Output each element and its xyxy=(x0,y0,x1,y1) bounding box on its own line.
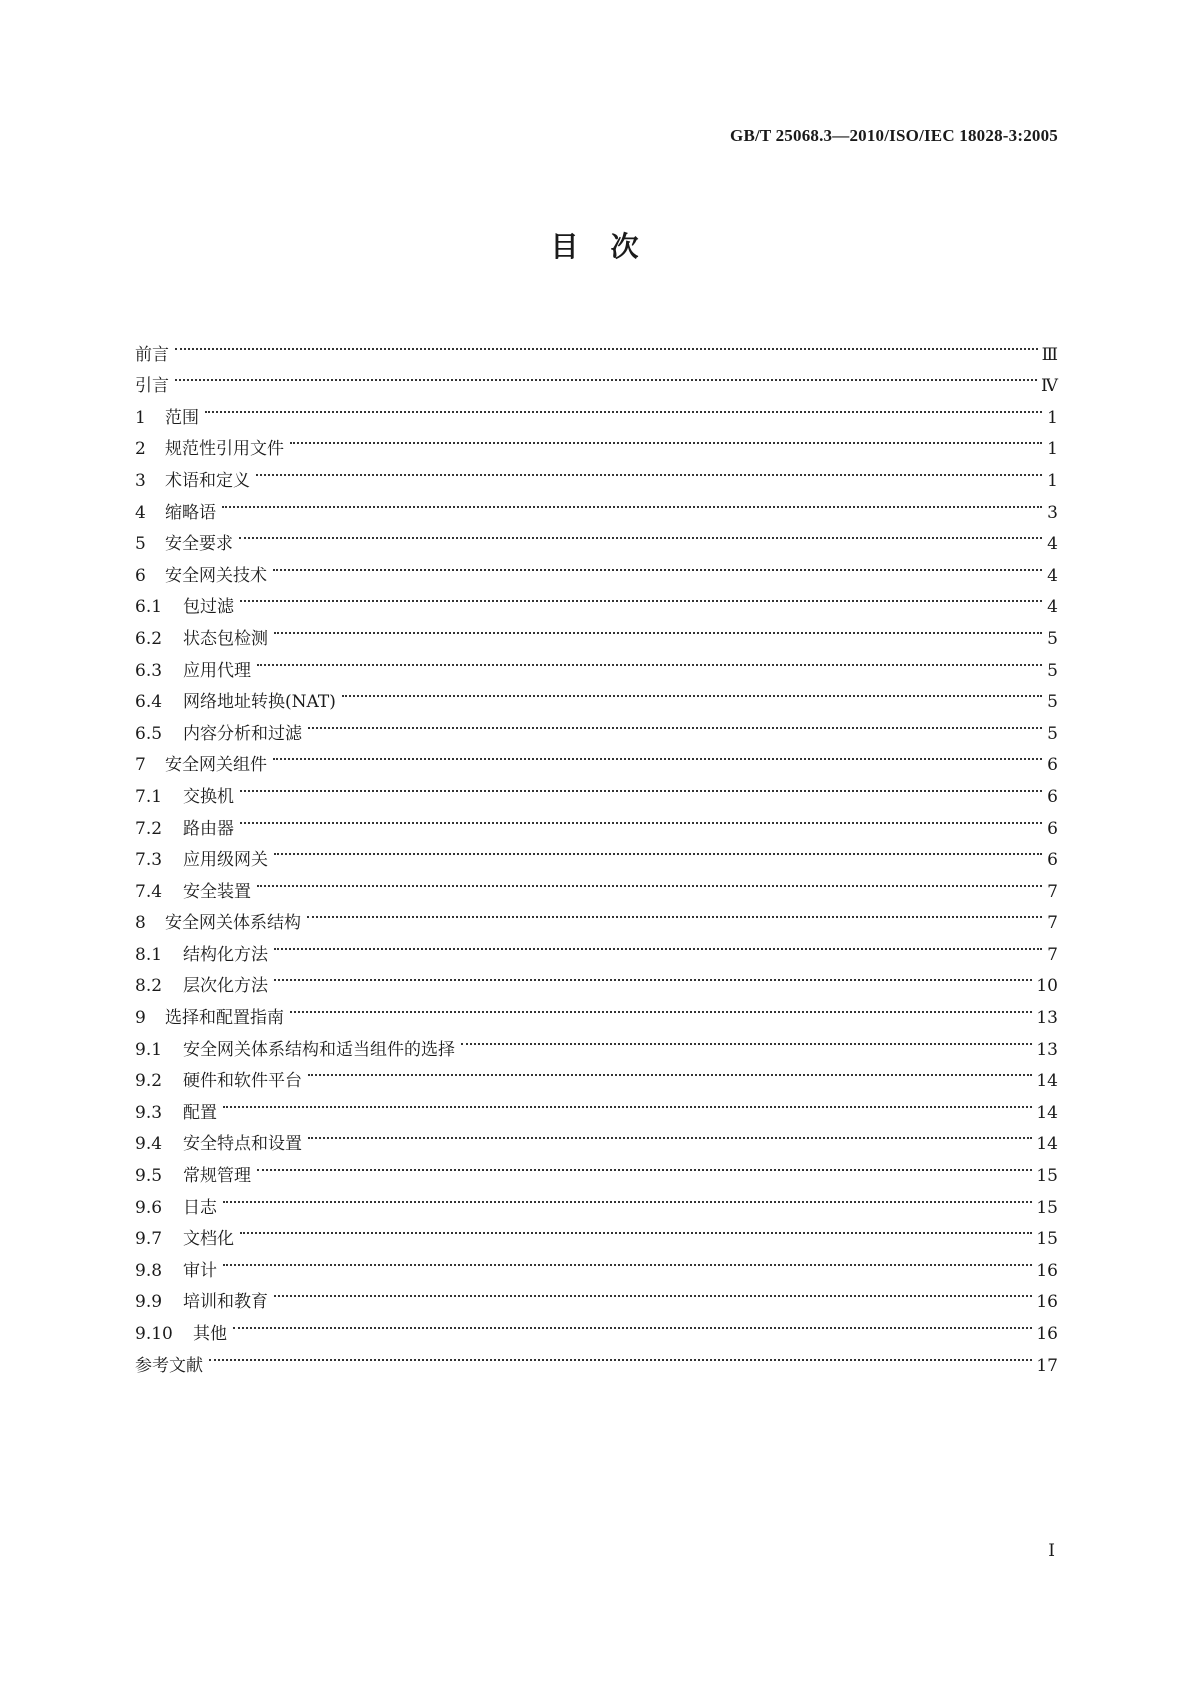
toc-entry-page: 14 xyxy=(1036,1102,1058,1123)
toc-entry-label: 安全网关组件 xyxy=(165,755,267,776)
toc-entry-page: 3 xyxy=(1047,502,1058,523)
toc-entry-label: 引言 xyxy=(135,376,169,397)
toc-leader-dots xyxy=(175,328,1038,360)
toc-entry-label: 安全特点和设置 xyxy=(183,1134,302,1155)
toc-leader-dots xyxy=(307,897,1042,929)
toc-entry-label: 包过滤 xyxy=(183,597,234,618)
toc-leader-dots xyxy=(239,518,1042,550)
toc-leader-dots xyxy=(223,1086,1032,1118)
toc-leader-dots xyxy=(257,1149,1032,1181)
toc-leader-dots xyxy=(257,644,1042,676)
toc-entry-number: 7.2 xyxy=(135,818,163,839)
toc-entry[interactable] xyxy=(135,518,1058,555)
toc-entry-label: 前言 xyxy=(135,344,169,365)
toc-entry-page: 5 xyxy=(1047,660,1058,681)
toc-entry-number: 1 xyxy=(135,407,146,428)
toc-entry-page: 5 xyxy=(1047,628,1058,649)
toc-entry-label: 路由器 xyxy=(183,818,234,839)
toc-entry-label: 结构化方法 xyxy=(183,944,268,965)
toc-entry-number: 6.3 xyxy=(135,660,163,681)
toc-entry[interactable] xyxy=(135,1244,1058,1281)
toc-entry-number: 8.2 xyxy=(135,976,163,997)
toc-entry-number: 6 xyxy=(135,565,146,586)
toc-entry-page: 15 xyxy=(1036,1197,1058,1218)
toc-entry-label: 范围 xyxy=(165,407,199,428)
toc-entry[interactable] xyxy=(135,644,1058,681)
toc-entry[interactable] xyxy=(135,423,1058,460)
toc-entry-number: 3 xyxy=(135,470,146,491)
toc-entry-page: 1 xyxy=(1047,439,1058,460)
toc-entry[interactable] xyxy=(135,1213,1058,1250)
toc-leader-dots xyxy=(240,1213,1032,1245)
toc-leader-dots xyxy=(308,1118,1032,1150)
toc-entry-page: 7 xyxy=(1047,881,1058,902)
toc-entry-number: 4 xyxy=(135,502,146,523)
toc-entry-page: 16 xyxy=(1036,1292,1058,1313)
toc-entry-page: 6 xyxy=(1047,786,1058,807)
toc-leader-dots xyxy=(256,454,1042,486)
toc-leader-dots xyxy=(223,1244,1032,1276)
toc-entry-number: 9.5 xyxy=(135,1166,163,1187)
toc-entry-label: 规范性引用文件 xyxy=(165,439,284,460)
toc-entry[interactable] xyxy=(135,1276,1058,1313)
toc-entry-number: 9.6 xyxy=(135,1197,163,1218)
toc-leader-dots xyxy=(308,707,1042,739)
toc-entry-page: 4 xyxy=(1047,534,1058,555)
toc-entry[interactable] xyxy=(135,328,1058,365)
toc-entry[interactable] xyxy=(135,360,1058,397)
toc-entry-page: 6 xyxy=(1047,818,1058,839)
toc-entry-number: 5 xyxy=(135,534,146,555)
toc-entry-page: 4 xyxy=(1047,565,1058,586)
toc-entry-label: 网络地址转换(NAT) xyxy=(183,692,336,713)
toc-entry-number: 7.3 xyxy=(135,850,163,871)
toc-entry-label: 配置 xyxy=(183,1102,217,1123)
toc-entry-page: 7 xyxy=(1047,944,1058,965)
toc-entry-page: 14 xyxy=(1036,1071,1058,1092)
toc-entry[interactable] xyxy=(135,581,1058,618)
toc-leader-dots xyxy=(205,391,1042,423)
toc-entry-number: 9.7 xyxy=(135,1229,163,1250)
toc-leader-dots xyxy=(240,581,1042,613)
toc-entry-number: 8 xyxy=(135,913,146,934)
toc-leader-dots xyxy=(223,1181,1032,1213)
toc-entry[interactable] xyxy=(135,486,1058,523)
toc-entry[interactable] xyxy=(135,802,1058,839)
toc-entry-label: 日志 xyxy=(183,1197,217,1218)
toc-entry-label: 培训和教育 xyxy=(183,1292,268,1313)
toc-entry-label: 交换机 xyxy=(183,786,234,807)
toc-entry[interactable] xyxy=(135,454,1058,491)
toc-leader-dots xyxy=(273,739,1042,771)
toc-leader-dots xyxy=(240,802,1042,834)
toc-entry-number: 9.10 xyxy=(135,1324,173,1344)
toc-entry-number: 6.4 xyxy=(135,692,163,713)
toc-entry[interactable] xyxy=(135,1339,1058,1376)
toc-entry[interactable] xyxy=(135,865,1058,902)
toc-entry-page: 13 xyxy=(1036,1008,1058,1029)
toc-entry-label: 安全要求 xyxy=(165,534,233,555)
toc-entry[interactable] xyxy=(135,991,1058,1029)
toc-entry-page: 1 xyxy=(1047,407,1058,428)
toc-leader-dots xyxy=(274,612,1042,644)
toc-entry[interactable] xyxy=(135,1181,1058,1218)
toc-leader-dots xyxy=(274,834,1042,866)
toc-leader-dots xyxy=(233,1307,1032,1339)
toc-entry-number: 9.3 xyxy=(135,1102,163,1123)
toc-leader-dots xyxy=(209,1339,1032,1371)
toc-entry-number: 6.5 xyxy=(135,723,163,744)
toc-entry-label: 硬件和软件平台 xyxy=(183,1071,302,1092)
toc-entry-page: 13 xyxy=(1036,1039,1058,1060)
toc-entry-page: 5 xyxy=(1047,723,1058,744)
toc-entry-number: 7.4 xyxy=(135,881,163,902)
toc-entry-page: 15 xyxy=(1036,1229,1058,1250)
toc-entry-label: 安全网关体系结构 xyxy=(165,913,301,934)
toc-entry-page: 1 xyxy=(1047,470,1058,491)
toc-entry[interactable] xyxy=(135,676,1058,713)
toc-leader-dots xyxy=(290,991,1032,1023)
toc-entry-number: 9.4 xyxy=(135,1134,163,1155)
toc-entry-page: Ⅳ xyxy=(1041,376,1058,397)
toc-entry-label: 常规管理 xyxy=(183,1166,251,1187)
toc-entry-number: 8.1 xyxy=(135,944,163,965)
table-of-contents xyxy=(135,328,1058,1376)
toc-entry[interactable] xyxy=(135,1307,1058,1344)
toc-entry-label: 其他 xyxy=(193,1324,227,1344)
toc-leader-dots xyxy=(290,423,1042,455)
toc-entry-label: 内容分析和过滤 xyxy=(183,723,302,744)
toc-entry-page: 7 xyxy=(1047,913,1058,934)
toc-entry-number: 7 xyxy=(135,755,146,776)
toc-entry-page: 16 xyxy=(1036,1260,1058,1281)
toc-entry-label: 参考文献 xyxy=(135,1355,203,1376)
toc-entry-label: 状态包检测 xyxy=(183,628,268,649)
toc-leader-dots xyxy=(342,676,1042,708)
toc-entry-number: 2 xyxy=(135,439,146,460)
toc-entry-label: 审计 xyxy=(183,1260,217,1281)
toc-entry-page: 4 xyxy=(1047,597,1058,618)
toc-entry-label: 安全网关技术 xyxy=(165,565,267,586)
toc-leader-dots xyxy=(274,960,1032,992)
standard-number-header: GB/T 25068.3—2010/ISO/IEC 18028-3:2005 xyxy=(730,126,1058,145)
toc-entry-label: 安全网关体系结构和适当组件的选择 xyxy=(183,1039,455,1060)
toc-entry-number: 9 xyxy=(135,1008,146,1029)
toc-entry-number: 9.9 xyxy=(135,1292,163,1313)
toc-entry-page: 6 xyxy=(1047,850,1058,871)
toc-entry-number: 6.2 xyxy=(135,628,163,649)
toc-entry-number: 9.2 xyxy=(135,1071,163,1092)
toc-entry-label: 缩略语 xyxy=(165,502,216,523)
toc-leader-dots xyxy=(257,865,1042,897)
toc-entry-label: 安全装置 xyxy=(183,881,251,902)
toc-entry-page: 10 xyxy=(1036,976,1058,997)
toc-leader-dots xyxy=(273,549,1042,581)
page-number: I xyxy=(1048,1541,1055,1561)
toc-entry[interactable] xyxy=(135,1118,1058,1155)
toc-entry-number: 9.8 xyxy=(135,1260,163,1281)
toc-entry[interactable] xyxy=(135,391,1058,428)
toc-entry-page: 6 xyxy=(1047,755,1058,776)
toc-entry-number: 7.1 xyxy=(135,786,163,807)
toc-entry[interactable] xyxy=(135,834,1058,871)
toc-leader-dots xyxy=(308,1055,1032,1087)
toc-entry-page: 17 xyxy=(1036,1355,1058,1376)
toc-entry-label: 应用代理 xyxy=(183,660,251,681)
toc-leader-dots xyxy=(274,928,1042,960)
toc-leader-dots xyxy=(274,1276,1032,1308)
toc-entry[interactable] xyxy=(135,960,1058,997)
toc-entry[interactable] xyxy=(135,612,1058,649)
toc-leader-dots xyxy=(222,486,1042,518)
toc-entry-page: 16 xyxy=(1036,1324,1058,1344)
toc-entry-page: 15 xyxy=(1036,1166,1058,1187)
toc-entry-page: 5 xyxy=(1047,692,1058,713)
toc-entry-label: 选择和配置指南 xyxy=(165,1008,284,1029)
toc-entry[interactable] xyxy=(135,549,1058,586)
page-title: 目 次 xyxy=(550,230,641,263)
toc-leader-dots xyxy=(240,770,1042,802)
toc-entry[interactable] xyxy=(135,897,1058,934)
toc-entry-label: 文档化 xyxy=(183,1229,234,1250)
toc-entry-number: 6.1 xyxy=(135,597,163,618)
toc-entry[interactable] xyxy=(135,770,1058,807)
toc-leader-dots xyxy=(461,1023,1032,1055)
toc-entry[interactable] xyxy=(135,1149,1058,1187)
toc-entry-label: 应用级网关 xyxy=(183,850,268,871)
toc-entry-number: 9.1 xyxy=(135,1039,163,1060)
toc-entry-label: 层次化方法 xyxy=(183,976,268,997)
toc-entry-page: Ⅲ xyxy=(1041,344,1058,365)
toc-entry[interactable] xyxy=(135,928,1058,965)
toc-entry[interactable] xyxy=(135,739,1058,776)
toc-entry-label: 术语和定义 xyxy=(165,470,250,491)
toc-entry-page: 14 xyxy=(1036,1134,1058,1155)
toc-leader-dots xyxy=(175,360,1037,392)
toc-entry[interactable] xyxy=(135,1086,1058,1123)
